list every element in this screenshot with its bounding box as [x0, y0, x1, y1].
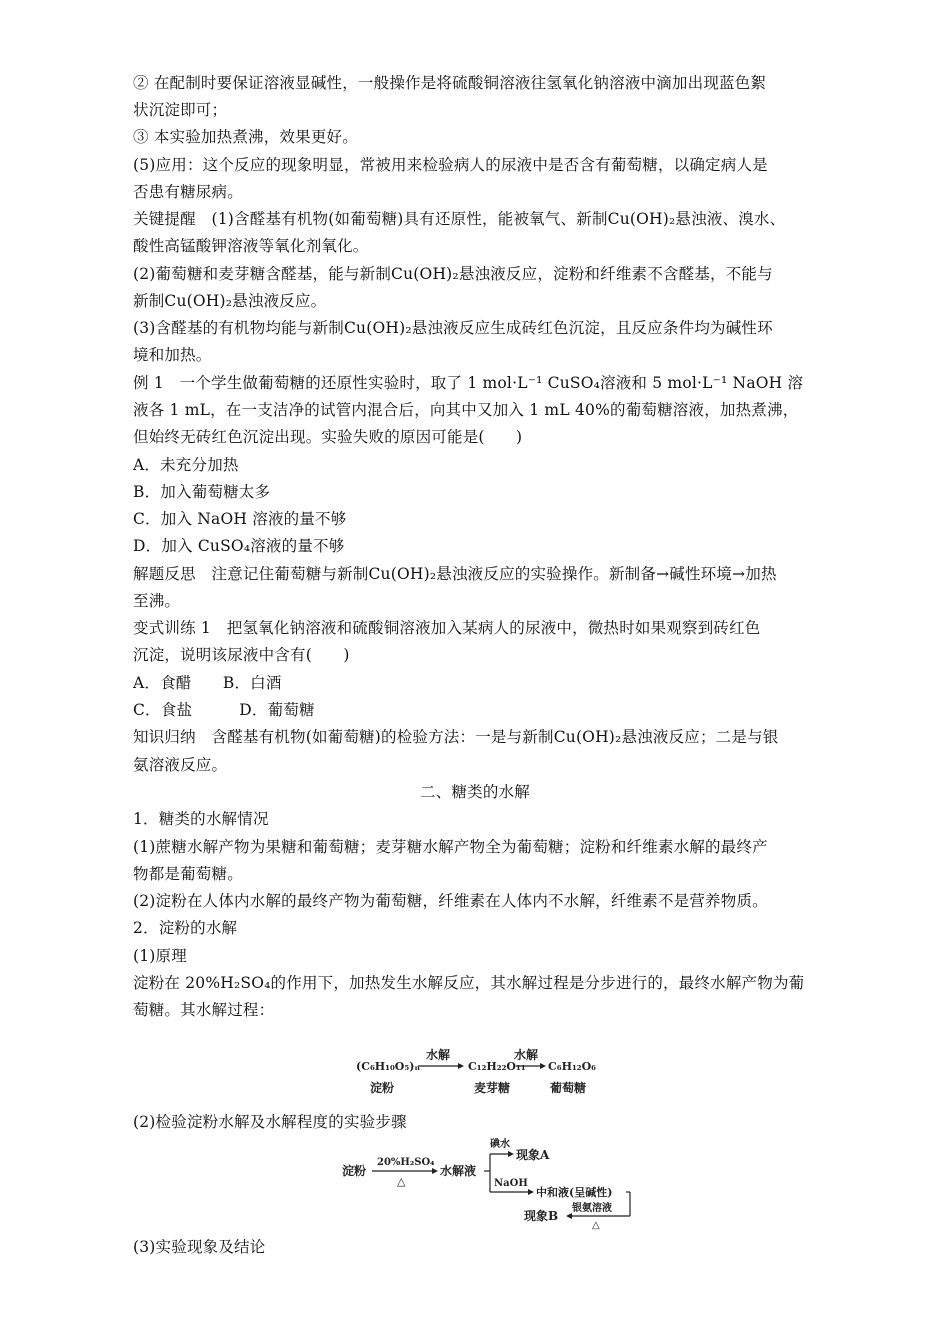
text-line: ③ 本实验加热煮沸，效果更好。 [133, 128, 358, 146]
phenomenon-b: 现象B [524, 1209, 559, 1223]
text-line: 否患有糖尿病。 [133, 183, 243, 201]
subsection-heading: 1．糖类的水解情况 [133, 810, 269, 828]
label-glucose: 葡萄糖 [550, 1081, 587, 1095]
label-maltose: 麦芽糖 [474, 1081, 511, 1095]
text-line: 氨溶液反应。 [133, 756, 228, 774]
options-cd: C．食盐 D．葡萄糖 [133, 701, 315, 719]
text-line: 沉淀，说明该尿液中含有( ) [133, 646, 350, 664]
option-c: C．加入 NaOH 溶液的量不够 [133, 510, 347, 528]
starch-label: 淀粉 [342, 1164, 367, 1178]
hydrolysate-label: 水解液 [440, 1164, 477, 1178]
heat-symbol: △ [592, 1220, 600, 1230]
text-line: 但始终无砖红色沉淀出现。实验失败的原因可能是( ) [133, 428, 523, 446]
arrow-head [508, 1151, 514, 1157]
subsection-heading: (2)检验淀粉水解及水解程度的实验步骤 [133, 1113, 407, 1131]
options-ab: A．食醋 B．白酒 [133, 674, 282, 692]
arrow-label: 水解 [426, 1048, 451, 1062]
silver-ammonia-label: 银氨溶液 [572, 1203, 612, 1214]
iodine-label: 碘水 [490, 1139, 510, 1150]
text-line: (2)淀粉在人体内水解的最终产物为葡萄糖，纤维素在人体内不水解，纤维素不是营养物质。 [133, 892, 768, 910]
text-line: ② 在配制时要保证溶液显碱性，一般操作是将硫酸铜溶液往氢氧化钠溶液中滴加出现蓝色絮 [133, 74, 767, 92]
option-d: D．加入 CuSO₄溶液的量不够 [133, 537, 345, 555]
hydrolysis-process-diagram [350, 1036, 610, 1100]
formula-starch: (C₆H₁₀O₅)ₙ [356, 1060, 421, 1073]
arrow-head [528, 1189, 534, 1195]
subsection-heading: 2．淀粉的水解 [133, 919, 238, 937]
hydrolysis-test-diagram [340, 1132, 640, 1230]
formula-maltose: C₁₂H₂₂O₁₁ [468, 1060, 526, 1073]
text-line: 物都是葡萄糖。 [133, 865, 243, 883]
section-heading: 二、糖类的水解 [420, 783, 530, 801]
formula-glucose: C₆H₁₂O₆ [548, 1060, 597, 1073]
text-line: (5)应用：这个反应的现象明显，常被用来检验病人的尿液中是否含有葡萄糖，以确定病人是 [133, 156, 768, 174]
text-line: (1)原理 [133, 947, 187, 965]
subsection-heading: (3)实验现象及结论 [133, 1238, 266, 1256]
text-line: (3)含醛基的有机物均能与新制Cu(OH)₂悬浊液反应生成砖红色沉淀，且反应条件均为碱性环 [133, 319, 773, 337]
text-line: 境和加热。 [133, 346, 212, 364]
arrow-head [432, 1168, 438, 1174]
variant-training: 变式训练 1 把氢氧化钠溶液和硫酸铜溶液加入某病人的尿液中，微热时如果观察到砖红色 [133, 619, 761, 637]
label-starch: 淀粉 [370, 1081, 395, 1095]
key-reminder: 关键提醒 (1)含醛基有机物(如葡萄糖)具有还原性，能被氧气、新制Cu(OH)₂悬浊液、溴水、 [133, 210, 786, 228]
heat-symbol: △ [397, 1175, 406, 1188]
text-line: 液各 1 mL，在一支洁净的试管内混合后，向其中又加入 1 mL 40%的葡萄糖溶液，加热煮沸， [133, 401, 799, 419]
reagent-sulfuric-acid: 20%H₂SO₄ [377, 1157, 435, 1168]
text-line: 萄糖。其水解过程： [133, 1001, 275, 1019]
text-line: 至沸。 [133, 592, 181, 610]
arrow-label: 水解 [514, 1048, 539, 1062]
naoh-label: NaOH [494, 1178, 528, 1189]
reflection: 解题反思 注意记住葡萄糖与新制Cu(OH)₂悬浊液反应的实验操作。新制备→碱性环境→加热 [133, 565, 777, 583]
text-line: 淀粉在 20%H₂SO₄的作用下，加热发生水解反应，其水解过程是分步进行的，最终水解产物为葡 [133, 974, 805, 992]
option-b: B．加入葡萄糖太多 [133, 483, 271, 501]
knowledge-summary: 知识归纳 含醛基有机物(如葡萄糖)的检验方法：一是与新制Cu(OH)₂悬浊液反应；二是与银 [133, 728, 779, 746]
text-line: 酸性高锰酸钾溶液等氧化剂氧化。 [133, 237, 369, 255]
text-line: (1)蔗糖水解产物为果糖和葡萄糖；麦芽糖水解产物全为葡萄糖；淀粉和纤维素水解的最终产 [133, 838, 768, 856]
text-line: (2)葡萄糖和麦芽糖含醛基，能与新制Cu(OH)₂悬浊液反应，淀粉和纤维素不含醛基，不能与 [133, 265, 773, 283]
neutral-solution: 中和液(呈碱性) [536, 1186, 613, 1199]
option-a: A．未充分加热 [133, 456, 239, 474]
text-line: 状沉淀即可； [133, 101, 228, 119]
phenomenon-a: 现象A [516, 1148, 550, 1162]
example-question: 例 1 一个学生做葡萄糖的还原性实验时，取了 1 mol·L⁻¹ CuSO₄溶液和 5 mol·L⁻¹ NaOH 溶 [133, 374, 804, 392]
arrow-head [540, 1063, 546, 1069]
text-line: 新制Cu(OH)₂悬浊液反应。 [133, 292, 327, 310]
arrow-head [458, 1063, 464, 1069]
